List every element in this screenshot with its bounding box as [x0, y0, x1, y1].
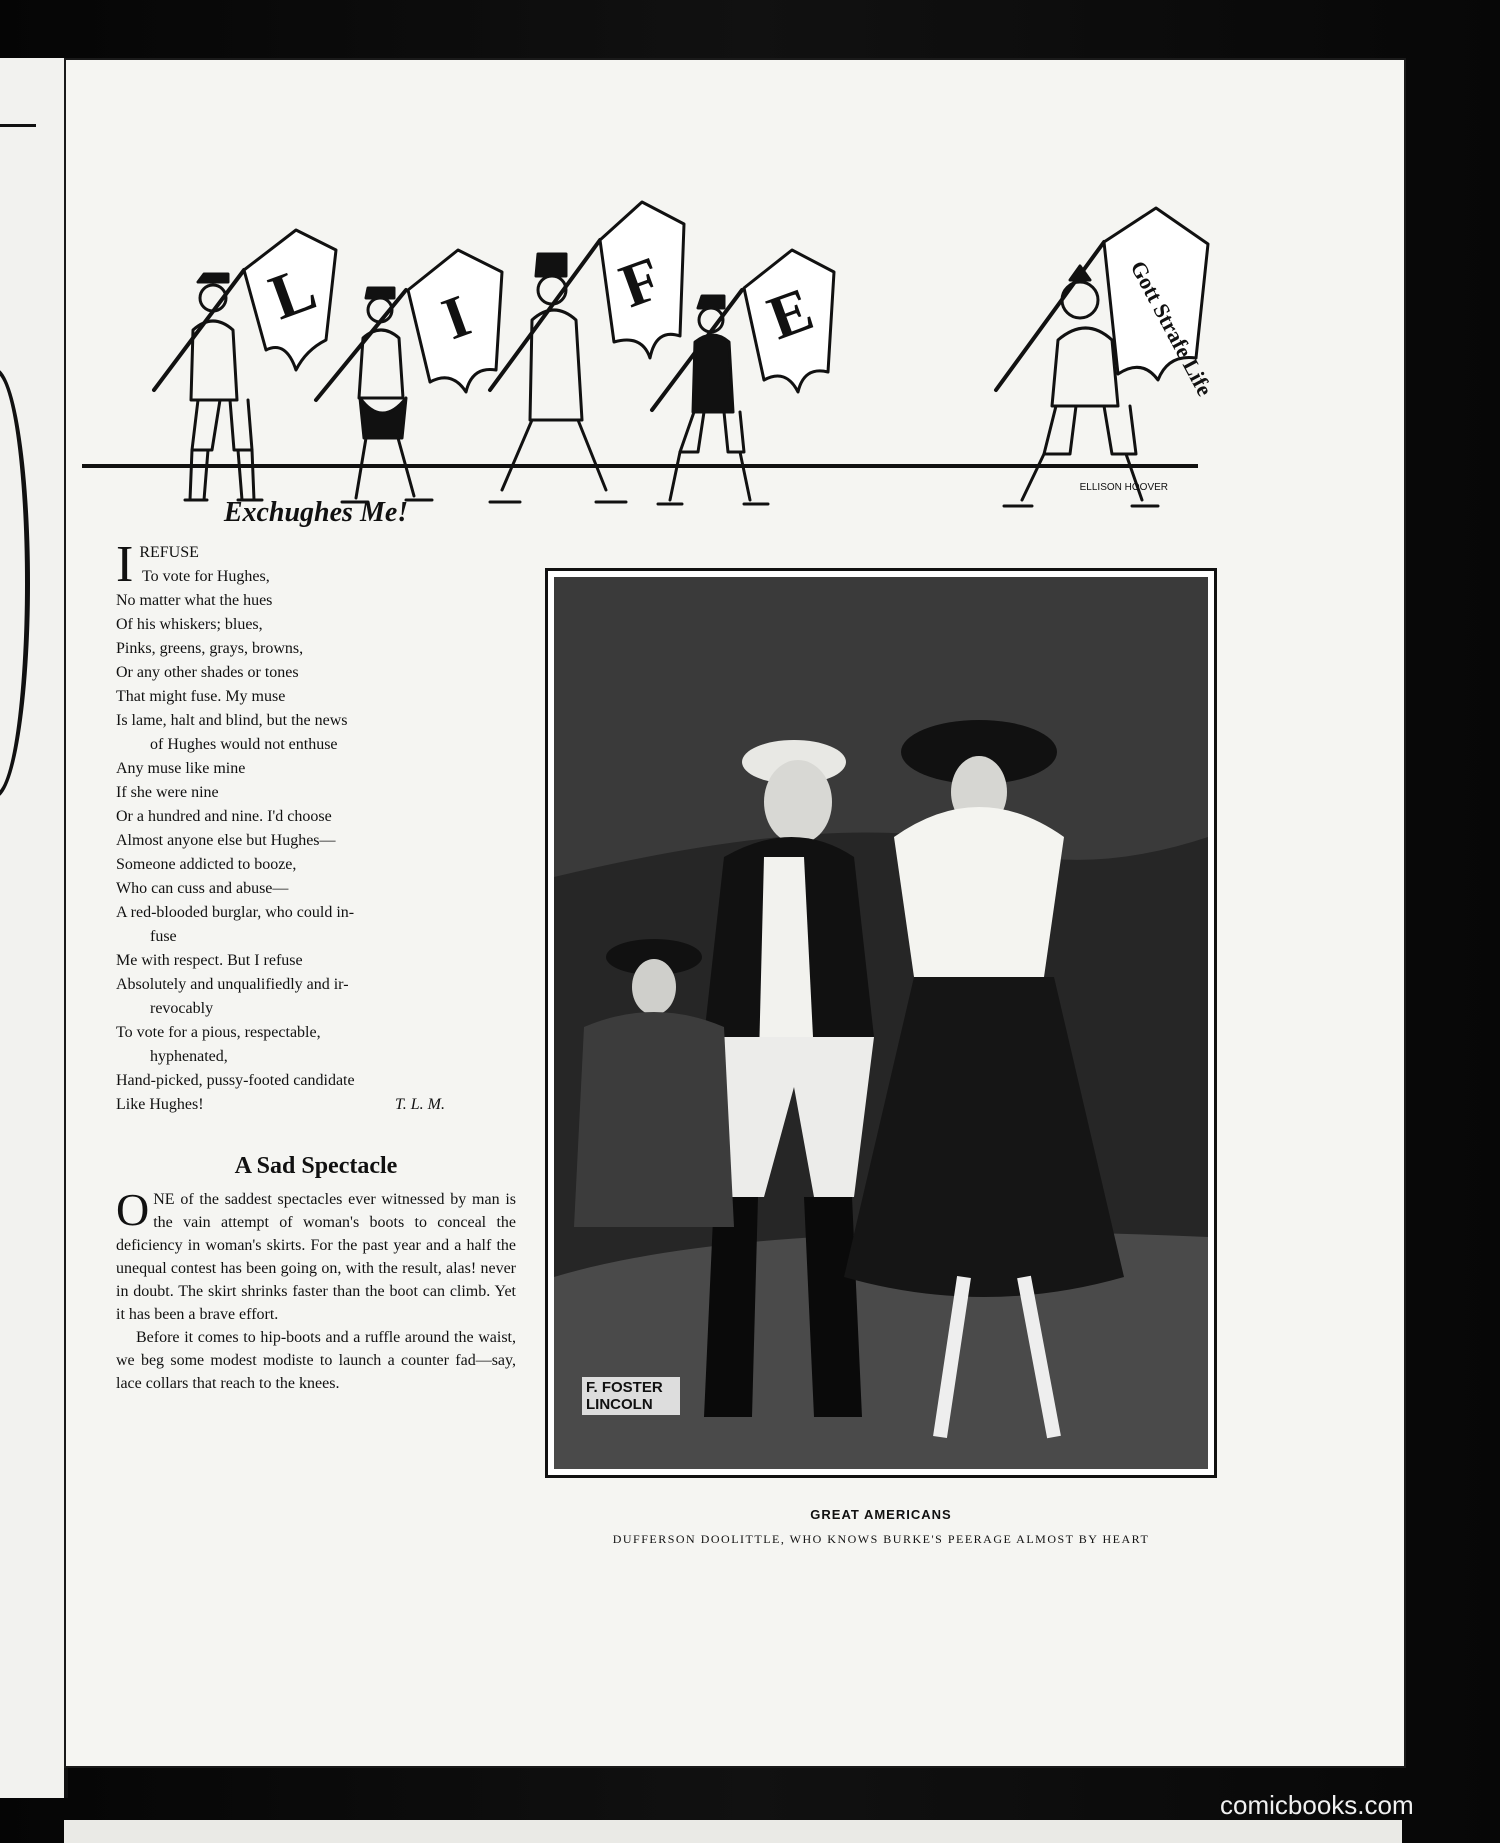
poem-line: If she were nine [116, 784, 219, 801]
flag-letter-e: E [759, 275, 822, 354]
adjacent-page-edge [0, 58, 68, 1798]
poem-line: That might fuse. My muse [116, 688, 286, 705]
flag-text-gott-strafe-life: Gott Strafe Life [1125, 256, 1218, 400]
illustration-signature: F. FOSTER LINCOLN [582, 1377, 680, 1415]
poem-line: To vote for a pious, respectable, [116, 1024, 321, 1041]
poem-lines [116, 536, 516, 1117]
poem-line: Who can cuss and abuse— [116, 880, 289, 897]
poem-line: fuse [150, 928, 177, 945]
caption-subtitle: DUFFERSON DOOLITTLE, WHO KNOWS BURKE'S PEERAGE ALMOST BY HEART [612, 1532, 1150, 1546]
article-title: A Sad Spectacle [234, 1153, 398, 1179]
poem-title: Exchughes Me! [223, 497, 409, 528]
poem-drop-cap: I [116, 536, 134, 593]
poem-line: revocably [150, 1000, 214, 1017]
poem-line: Is lame, halt and blind, but the news [116, 712, 348, 729]
flag-letter-i: I [433, 282, 479, 353]
poem-line: REFUSE [139, 544, 199, 561]
poem-line: Almost anyone else but Hughes— [116, 832, 336, 849]
poem-line: Any muse like mine [116, 760, 246, 777]
poem-line-text: Like Hughes! [116, 1096, 204, 1113]
poem-line: Absolutely and unqualifiedly and ir- [116, 976, 349, 993]
illustration-great-americans [554, 577, 1208, 1469]
poem-signature: T. L. M. [395, 1096, 445, 1113]
poem-line: Someone addicted to booze, [116, 856, 297, 873]
poem-line: A red-blooded burglar, who could in- [116, 904, 355, 921]
banner-rule [82, 464, 1198, 468]
poem-line: of Hughes would not enthuse [150, 736, 338, 753]
article-body [116, 1184, 516, 1395]
poem-line: Or a hundred and nine. I'd choose [116, 808, 332, 825]
article-paragraph-2: Before it comes to hip-boots and a ruffle around the waist, we beg some modest modiste to launch a counter fad—say, lace collars that reach to the knees. [116, 1329, 516, 1392]
article-paragraph-1: NE of the saddest spectacles ever witnessed by man is the vain attempt of woman's boots to conceal the deficiency in woman's skirts. For the past year and a half the unequal contest has been going on, with the result, alas! never in doubt. The skirt shrinks faster than the boot can climb. Yet it has been a brave effort. [116, 1191, 516, 1323]
flag-letter-f: F [611, 244, 671, 322]
poem-line: Hand-picked, pussy-footed candidate [116, 1072, 355, 1089]
poem-line: Or any other shades or tones [116, 664, 299, 681]
next-page-strip [64, 1820, 1402, 1843]
poem-line: hyphenated, [150, 1048, 228, 1065]
poem-line: Of his whiskers; blues, [116, 616, 263, 633]
adjacent-page-ornament [0, 368, 30, 798]
illustration-drawing [554, 577, 1208, 1469]
poem [116, 536, 516, 1117]
adjacent-page-rule [0, 124, 36, 127]
banner-artist-signature: ELLISON HOOVER [1079, 482, 1168, 493]
poem-line: To vote for Hughes, [142, 568, 270, 585]
poem-line [116, 1093, 516, 1117]
watermark: comicbooks.com [1220, 1790, 1414, 1820]
caption-title: GREAT AMERICANS [810, 1507, 952, 1522]
flag-letter-l: L [260, 251, 325, 334]
article-drop-cap: O [116, 1184, 150, 1235]
poem-line: Me with respect. But I refuse [116, 952, 303, 969]
left-column [116, 497, 516, 1395]
poem-line: No matter what the hues [116, 592, 273, 609]
illustration-frame [545, 568, 1217, 1478]
poem-line: Pinks, greens, grays, browns, [116, 640, 304, 657]
